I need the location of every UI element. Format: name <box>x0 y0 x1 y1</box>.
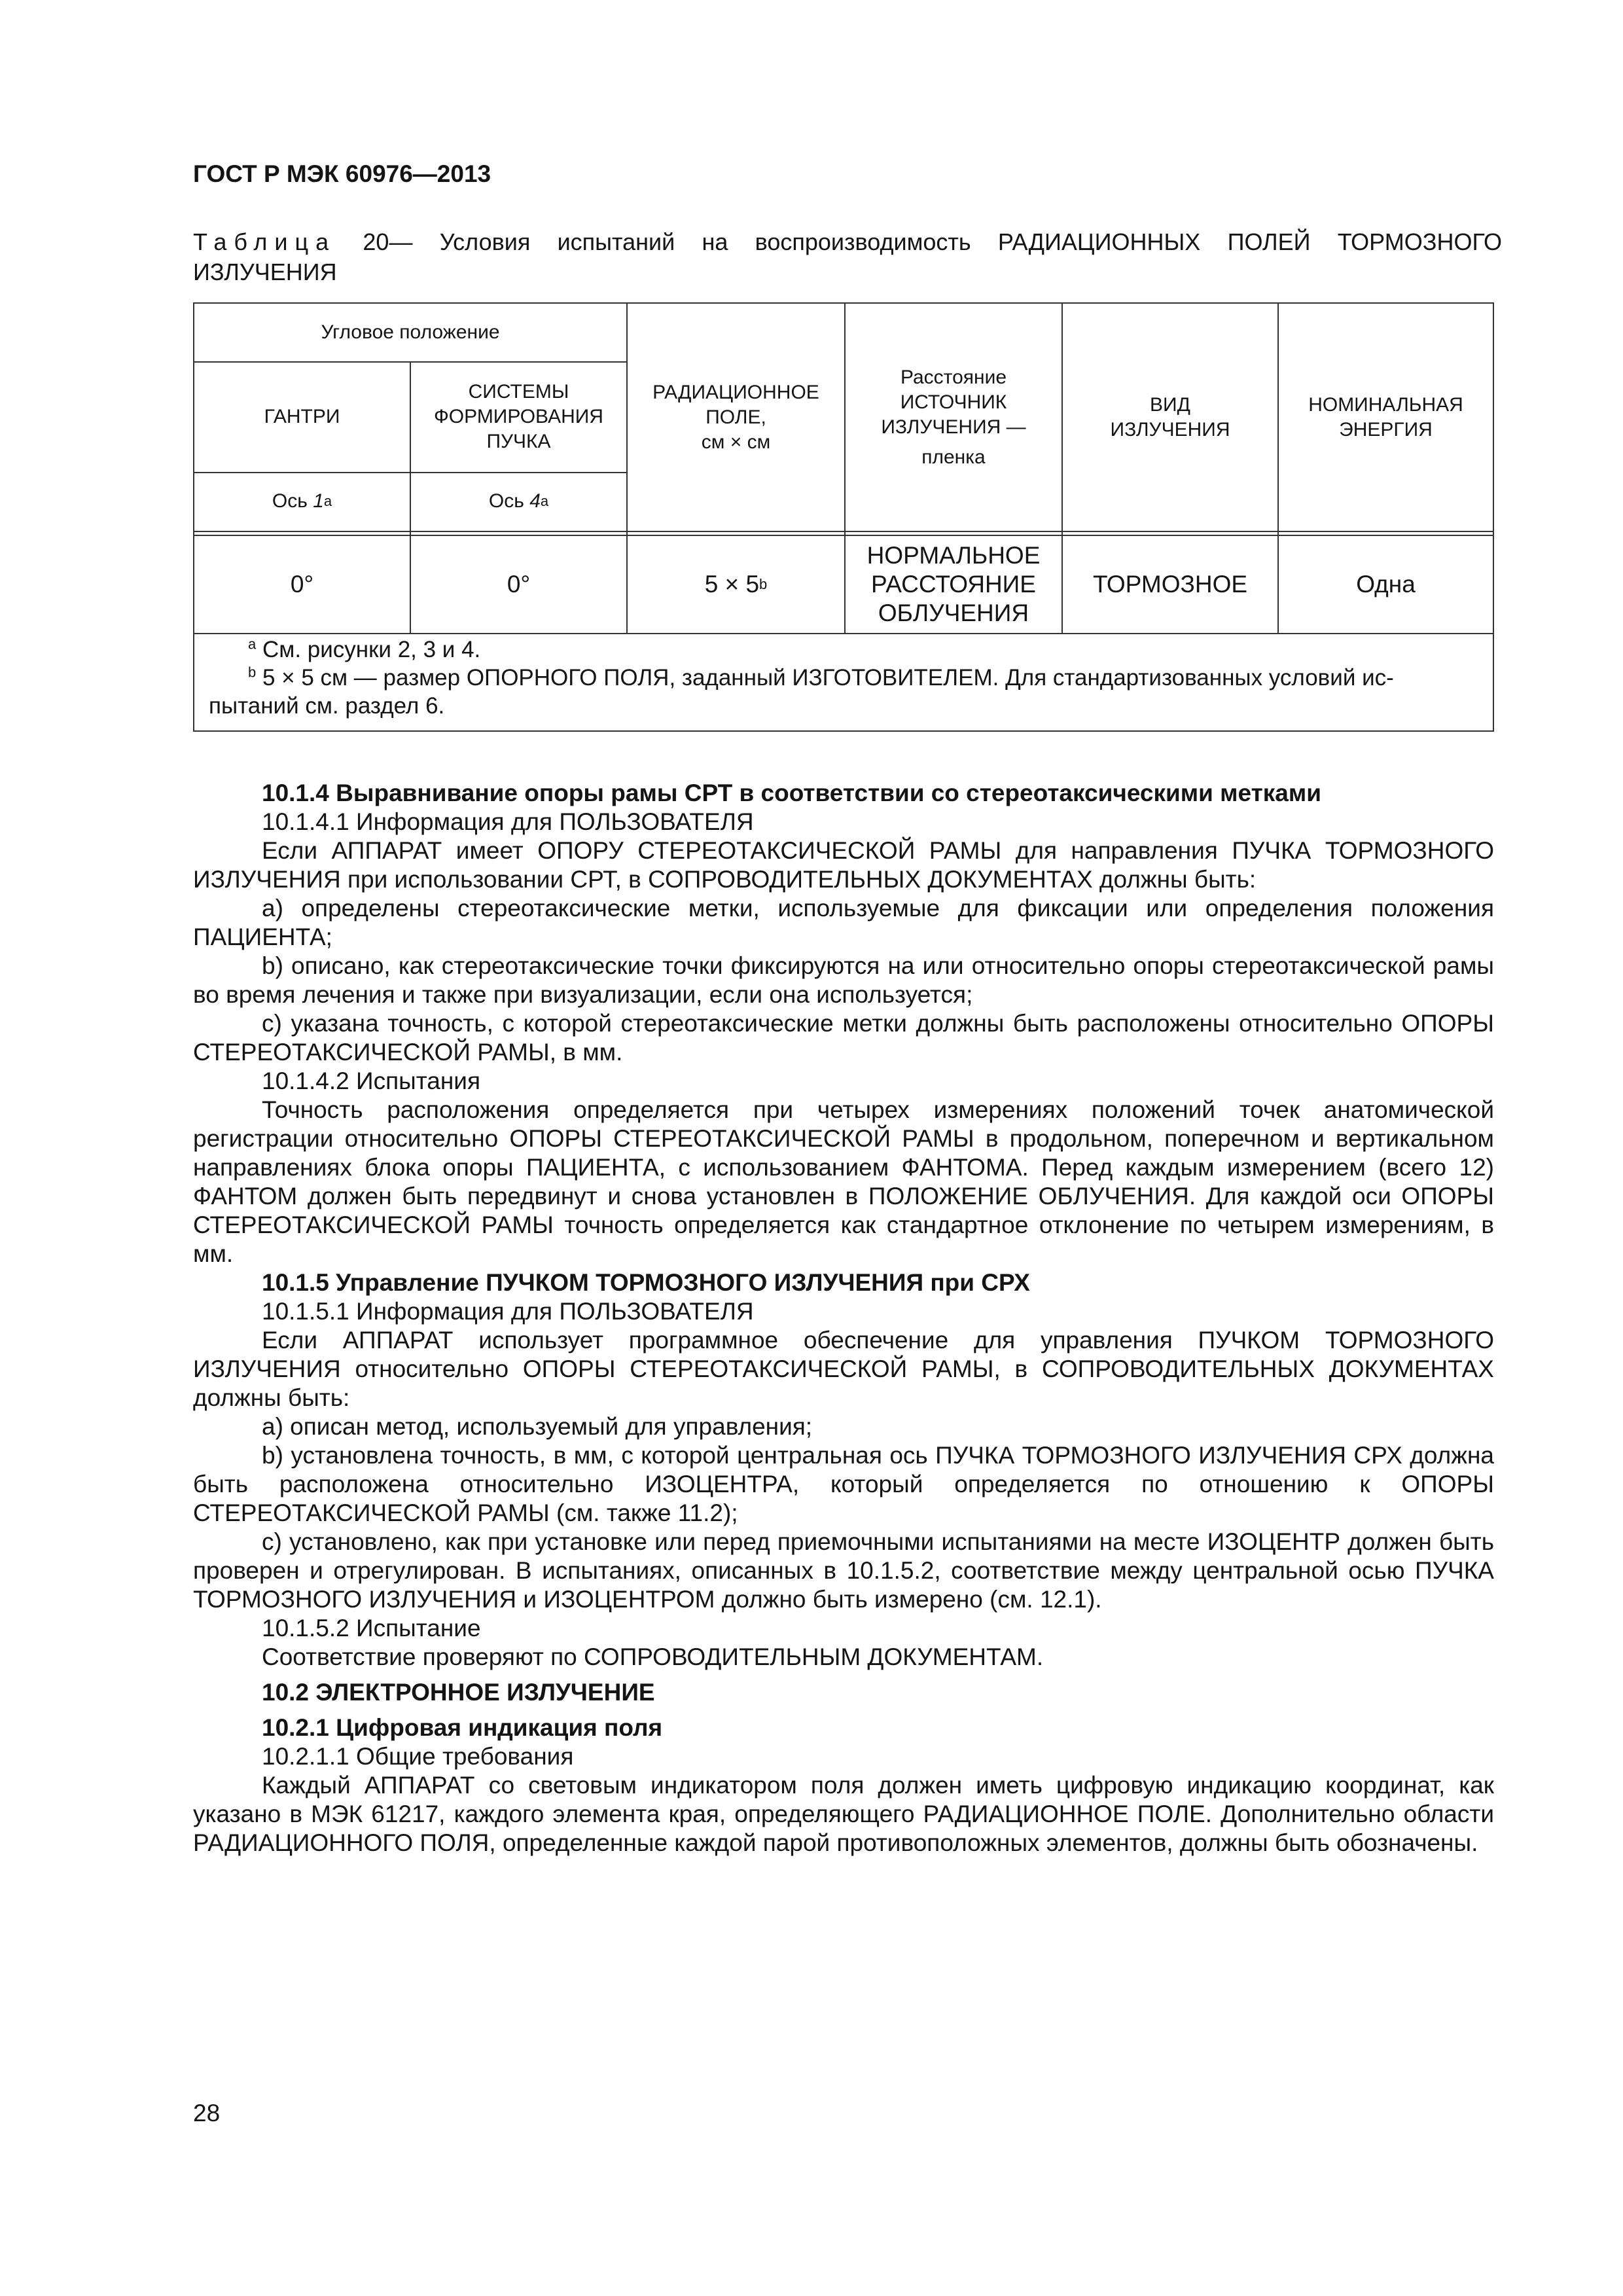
table-rule <box>194 633 1493 634</box>
heading-10-1-5: 10.1.5 Управление ПУЧКОМ ТОРМОЗНОГО ИЗЛУЧЕНИЯ при СРХ <box>262 1269 1030 1296</box>
cell-field: 5 × 5 b <box>704 571 768 598</box>
heading-10-2-1-1: 10.2.1.1 Общие требования <box>262 1743 574 1770</box>
table-note-text: 5 × 5 см — размер ОПОРНОГО ПОЛЯ, заданный ИЗГОТОВИТЕЛЕМ. Для стандартизованных условий ис- <box>256 665 1394 691</box>
document-header: ГОСТ Р МЭК 60976—2013 <box>193 160 491 187</box>
table-note-text: пытаний см. раздел 6. <box>209 693 445 719</box>
paragraph: Если АППАРАТ использует программное обеспечение для управления ПУЧКОМ ТОРМОЗНОГО ИЗЛУЧЕНИЯ относительно ОПОРЫ СТЕРЕОТАКСИЧЕСКОЙ РАМЫ, в СОПРОВОДИТЕЛЬНЫХ ДОКУМЕНТАХ должны быть: <box>193 1327 1494 1411</box>
heading-10-1-4: 10.1.4 Выравнивание опоры рамы СРТ в соответствии со стереотаксическими метками <box>262 780 1321 806</box>
cell-distance: НОРМАЛЬНОЕ РАССТОЯНИЕ ОБЛУЧЕНИЯ <box>866 542 1041 626</box>
header-gantry: ГАНТРИ <box>264 405 340 427</box>
table-note-mark: b <box>248 664 257 681</box>
axis-4-prefix: Ось <box>488 490 524 512</box>
header-axis-1: Ось 1 a <box>194 472 410 531</box>
header-distance-tail: пленка <box>921 446 986 468</box>
table-rule <box>194 531 1493 532</box>
table-note-text: См. рисунки 2, 3 и 4. <box>256 637 481 662</box>
heading-10-1-4-2: 10.1.4.2 Испытания <box>262 1067 480 1094</box>
header-beam-system: СИСТЕМЫ ФОРМИРОВАНИЯ ПУЧКА <box>434 380 603 452</box>
heading-10-1-5-1: 10.1.5.1 Информация для ПОЛЬЗОВАТЕЛЯ <box>262 1298 754 1325</box>
test-conditions-table <box>193 302 1494 732</box>
header-radiation-field-units: см × см <box>701 431 771 453</box>
paragraph: Точность расположения определяется при четырех измерениях положений точек анатомической регистрации относительно ОПОРЫ СТЕРЕОТАКСИЧЕСКОЙ РАМЫ в продольном, поперечном и вертикальном направлениях блока опоры ПАЦИЕНТА, с использованием ФАНТОМА. Перед каждым измерением (всего 12) ФАНТОМ должен быть передвинут и снова установлен в ПОЛОЖЕНИЕ ОБЛУЧЕНИЯ. Для каждой оси ОПОРЫ СТЕРЕОТАКСИЧЕСКОЙ РАМЫ точность определяется как стандартное отклонение по четырем измерениям, в мм. <box>193 1096 1494 1267</box>
header-axis-4: Ось 4 a <box>411 472 626 531</box>
cell-radiation-type: ТОРМОЗНОЕ <box>1092 571 1248 598</box>
list-item: b) установлена точность, в мм, с которой центральная ось ПУЧКА ТОРМОЗНОГО ИЗЛУЧЕНИЯ СРХ должна быть расположена относительно ИЗОЦЕНТРА, который определяется по отношению к ОПОРЫ СТЕРЕОТАКСИЧЕСКОЙ РАМЫ (см. также 11.2); <box>193 1442 1494 1526</box>
table-note <box>209 692 1478 720</box>
heading-10-1-4-1: 10.1.4.1 Информация для ПОЛЬЗОВАТЕЛЯ <box>262 808 754 835</box>
header-distance-label: Расстояние ИСТОЧНИК ИЗЛУЧЕНИЯ — <box>881 366 1026 438</box>
cell-beam-system: 0° <box>507 571 531 598</box>
cell-field-value: 5 × 5 <box>704 571 760 598</box>
header-angular-position: Угловое положение <box>321 321 500 343</box>
axis-1-number: 1 <box>313 490 324 512</box>
table-note-mark: a <box>248 636 257 653</box>
table-caption-prefix: Таблица <box>193 228 336 255</box>
header-distance <box>846 304 1061 531</box>
list-item: b) описано, как стереотаксические точки фиксируются на или относительно опоры стереотаксической рамы во время лечения и также при визуализации, если она используется; <box>193 952 1494 1008</box>
cell-gantry: 0° <box>290 571 314 598</box>
table-note <box>209 664 1478 692</box>
list-item: с) указана точность, с которой стереотаксические метки должны быть расположены относительно ОПОРЫ СТЕРЕОТАКСИЧЕСКОЙ РАМЫ, в мм. <box>193 1010 1494 1066</box>
heading-10-2-1: 10.2.1 Цифровая индикация поля <box>262 1714 663 1741</box>
list-item: а) описан метод, используемый для управления; <box>262 1413 813 1440</box>
header-nominal-energy: НОМИНАЛЬНАЯ ЭНЕРГИЯ <box>1308 393 1463 440</box>
cell-energy: Одна <box>1356 571 1416 598</box>
heading-10-2: 10.2 ЭЛЕКТРОННОЕ ИЗЛУЧЕНИЕ <box>262 1679 655 1706</box>
table-notes <box>196 636 1478 720</box>
list-item: а) определены стереотаксические метки, используемые для фиксации или определения положения ПАЦИЕНТА; <box>193 895 1494 950</box>
table-caption-number: 20 <box>363 228 389 255</box>
body-text <box>193 779 1494 1857</box>
axis-1-prefix: Ось <box>272 490 308 512</box>
header-radiation-type: ВИД ИЗЛУЧЕНИЯ <box>1110 393 1230 440</box>
table-caption <box>193 228 1502 257</box>
page-number: 28 <box>193 2100 221 2126</box>
paragraph: Соответствие проверяют по СОПРОВОДИТЕЛЬНЫМ ДОКУМЕНТАМ. <box>262 1643 1044 1670</box>
paragraph: Каждый АППАРАТ со световым индикатором поля должен иметь цифровую индикацию координат, как указано в МЭК 61217, каждого элемента края, определяющего РАДИАЦИОННОЕ ПОЛЕ. Дополнительно области РАДИАЦИОННОГО ПОЛЯ, определенные каждой парой противоположных элементов, должны быть обозначены. <box>193 1772 1494 1856</box>
table-caption-line2: ИЗЛУЧЕНИЯ <box>193 259 337 285</box>
table-note <box>209 636 1478 664</box>
table-caption-text: — Условия испытаний на воспроизводимость РАДИАЦИОННЫХ ПОЛЕЙ ТОРМОЗНОГО <box>389 228 1502 255</box>
paragraph: Если АППАРАТ имеет ОПОРУ СТЕРЕОТАКСИЧЕСКОЙ РАМЫ для направления ПУЧКА ТОРМОЗНОГО ИЗЛУЧЕНИЯ при использовании СРТ, в СОПРОВОДИТЕЛЬНЫХ ДОКУМЕНТАХ должны быть: <box>193 837 1494 893</box>
heading-10-1-5-2: 10.1.5.2 Испытание <box>262 1615 481 1641</box>
axis-4-number: 4 <box>529 490 541 512</box>
header-radiation-field-label: РАДИАЦИОННОЕ ПОЛЕ, <box>652 381 819 428</box>
header-radiation-field <box>628 304 844 531</box>
list-item: с) установлено, как при установке или перед приемочными испытаниями на месте ИЗОЦЕНТР должен быть проверен и отрегулирован. В испытаниях, описанных в 10.1.5.2, соответствие между центральной осью ПУЧКА ТОРМОЗНОГО ИЗЛУЧЕНИЯ и ИЗОЦЕНТРОМ должно быть измерено (см. 12.1). <box>193 1528 1494 1613</box>
